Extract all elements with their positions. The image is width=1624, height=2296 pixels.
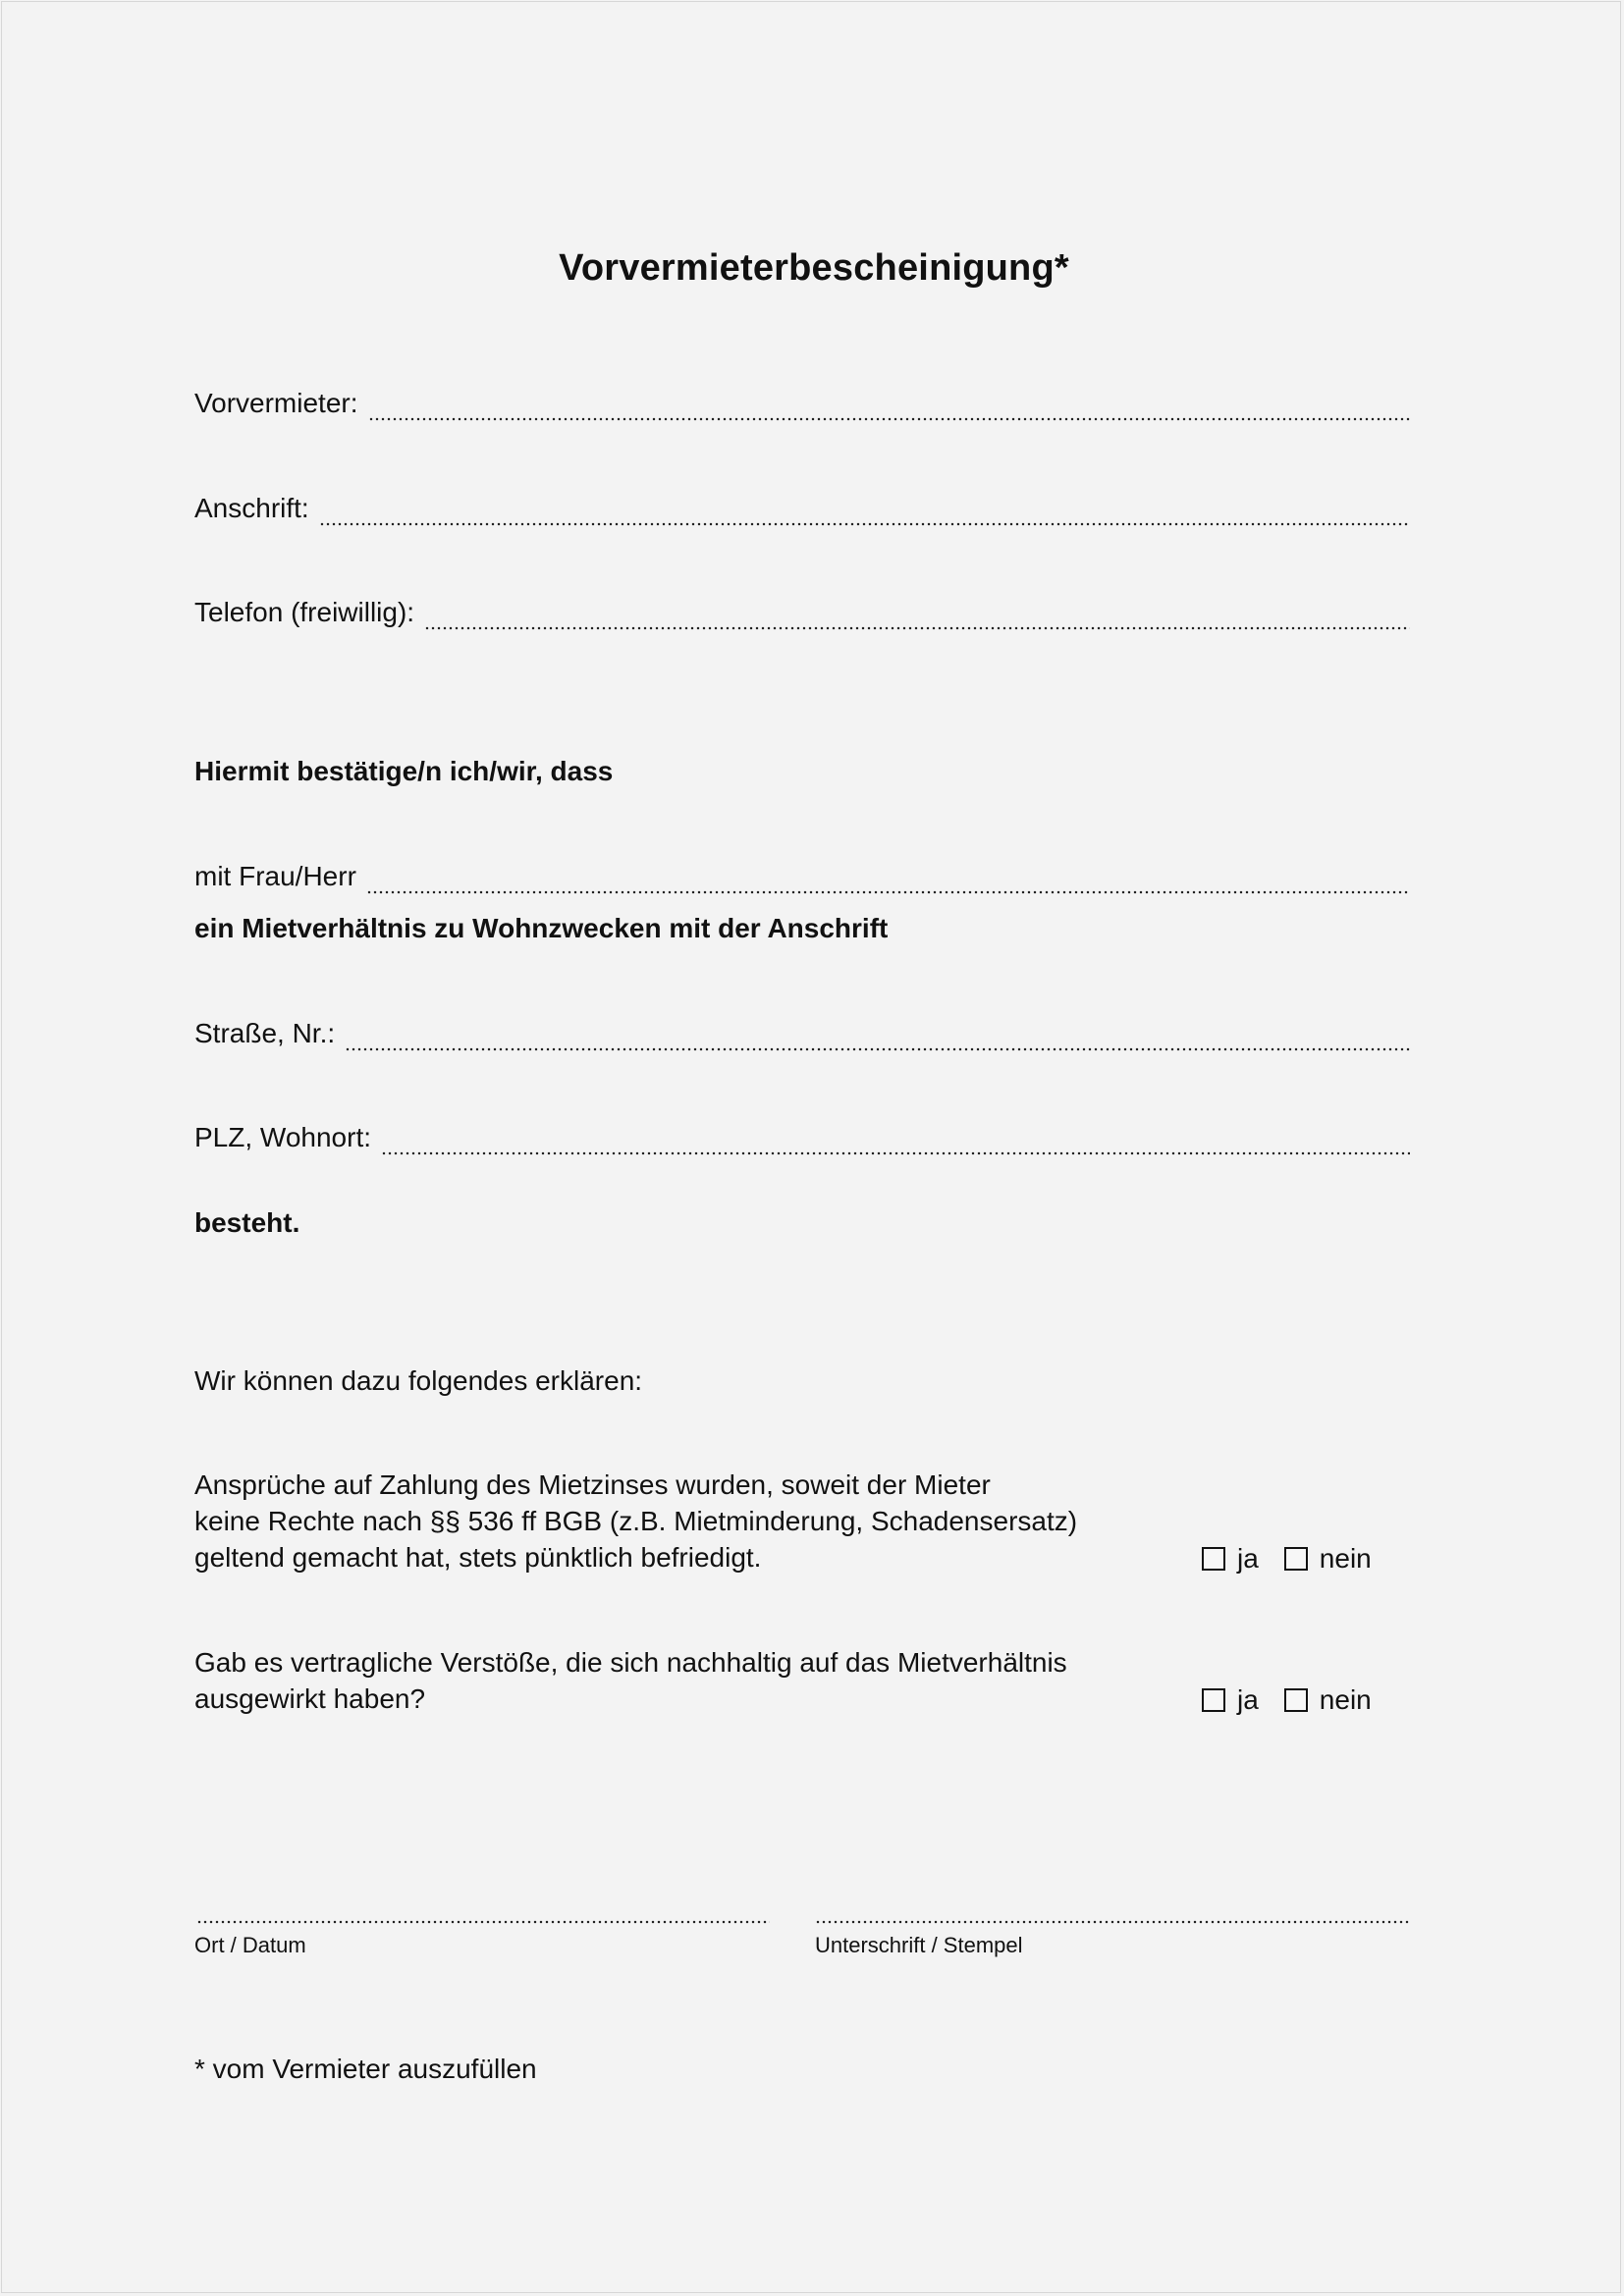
phone-label: Telefon (freiwillig):: [194, 597, 415, 627]
exists-text: besteht.: [194, 1207, 300, 1238]
landlord-field[interactable]: [194, 388, 1410, 427]
question-1-no-label: nein: [1319, 1543, 1372, 1574]
footnote: * vom Vermieter auszufüllen: [194, 2054, 537, 2084]
address-label: Anschrift:: [194, 493, 309, 523]
signature-label: Unterschrift / Stempel: [815, 1933, 1023, 1957]
city-field[interactable]: [194, 1122, 1410, 1161]
phone-dotted-line[interactable]: [424, 607, 1410, 630]
city-label: PLZ, Wohnort:: [194, 1122, 372, 1152]
tenant-field[interactable]: [194, 861, 1410, 900]
landlord-dotted-line[interactable]: [368, 398, 1411, 421]
address-dotted-line[interactable]: [319, 503, 1410, 526]
street-field[interactable]: [194, 1018, 1410, 1057]
question-1-text: [194, 1467, 1077, 1575]
place-date-label: Ort / Datum: [194, 1933, 306, 1957]
city-dotted-line[interactable]: [381, 1132, 1410, 1155]
question-2-options: [1202, 1684, 1397, 1716]
question-1-no-checkbox[interactable]: [1284, 1547, 1308, 1571]
street-dotted-line[interactable]: [345, 1028, 1410, 1051]
question-2-yes-option[interactable]: [1202, 1684, 1259, 1716]
document-page: [1, 1, 1621, 2293]
landlord-label: Vorvermieter:: [194, 388, 358, 418]
place-date-line[interactable]: [196, 1900, 770, 1924]
question-1-line-2: keine Rechte nach §§ 536 ff BGB (z.B. Mietminderung, Schadensersatz): [194, 1506, 1078, 1536]
question-2-no-checkbox[interactable]: [1284, 1688, 1308, 1712]
question-2-no-option[interactable]: [1284, 1684, 1372, 1716]
address-field[interactable]: [194, 493, 1410, 532]
tenancy-heading: ein Mietverhältnis zu Wohnzwecken mit der Anschrift: [194, 913, 889, 943]
tenant-label: mit Frau/Herr: [194, 861, 356, 891]
tenant-dotted-line[interactable]: [366, 871, 1410, 894]
phone-field[interactable]: [194, 597, 1410, 636]
question-1-yes-checkbox[interactable]: [1202, 1547, 1225, 1571]
question-1-yes-option[interactable]: [1202, 1543, 1259, 1575]
question-2-line-1: Gab es vertragliche Verstöße, die sich nachhaltig auf das Mietverhältnis: [194, 1647, 1067, 1678]
question-1-no-option[interactable]: [1284, 1543, 1372, 1575]
declare-intro: Wir können dazu folgendes erklären:: [194, 1365, 643, 1396]
question-2-text: [194, 1644, 1067, 1717]
question-2-no-label: nein: [1319, 1684, 1372, 1715]
question-2-yes-checkbox[interactable]: [1202, 1688, 1225, 1712]
document-title: Vorvermieterbescheinigung*: [559, 247, 1069, 289]
question-1-line-3: geltend gemacht hat, stets pünktlich befriedigt.: [194, 1542, 762, 1573]
question-1-line-1: Ansprüche auf Zahlung des Mietzinses wurden, soweit der Mieter: [194, 1469, 991, 1500]
street-label: Straße, Nr.:: [194, 1018, 336, 1048]
confirm-heading: Hiermit bestätige/n ich/wir, dass: [194, 756, 614, 786]
question-1-options: [1202, 1543, 1397, 1575]
question-2-yes-label: ja: [1237, 1684, 1259, 1715]
signature-line[interactable]: [815, 1900, 1410, 1924]
question-1-yes-label: ja: [1237, 1543, 1259, 1574]
question-2-line-2: ausgewirkt haben?: [194, 1683, 426, 1714]
